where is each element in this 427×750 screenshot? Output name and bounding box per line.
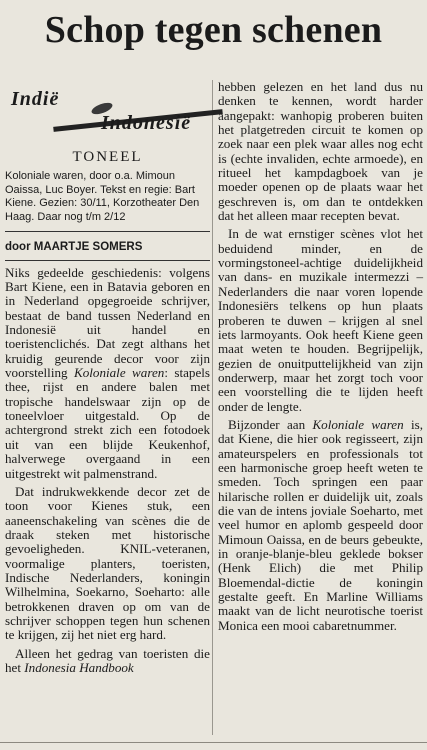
right-column bbox=[218, 80, 423, 633]
text-span: Alleen het gedrag van toeristen die het bbox=[5, 645, 210, 675]
play-title: Koloniale waren bbox=[312, 416, 404, 432]
right-paragraph-3 bbox=[218, 418, 423, 633]
text-span: is, dat Kiene, die hier ook regisseert, zijn amateurspelers en professionals tot een harmonische groep heeft weten te smeden. Toch springen een paar hilarische rollen er duidelijk uit, zoals die van de intens joviale Soeharto, met veel humor en aplomb gespeeld door Mimoun Oaissa, en de beurs gebeukte, in oranje-blanje-bleu geklede bokser (Henk Elich) die met Philip Bloemendal-dictie de koningin gestalte geeft. En Marline Williams maakt van de licht neurotische toerist Monica een mooi cabaretnummer. bbox=[218, 416, 423, 633]
left-paragraph-1 bbox=[5, 266, 210, 481]
text-span: : stapels thee, rijst en andere balen met tropische handelswaar zijn op de toneelvloer uitgestald. Op de achtergrond strekt zich een fotodoek uit van een blijde Keukenhof, halverwege overgaand in een uitgestrekt wit palmenstrand. bbox=[5, 365, 211, 481]
logo-line-1: Indië bbox=[11, 88, 60, 110]
left-paragraph-3 bbox=[5, 647, 210, 676]
bottom-rule bbox=[0, 742, 427, 743]
book-title: Indonesia Handbook bbox=[24, 659, 134, 675]
play-title: Koloniale waren bbox=[73, 365, 165, 381]
section-label: TONEEL bbox=[72, 149, 143, 165]
column-divider bbox=[212, 80, 213, 735]
text-span: Niks gedeelde geschiedenis: volgens Bart Kiene, een in Batavia geboren en in Nederland opgegroeide schrijver, bestaat de band tussen Nederland en Indonesië uit handel en toeristenclichés. Dat zegt althans het kruidig geurende decor voor zijn voorstelling bbox=[5, 264, 210, 381]
logo-line-2: Indonesië bbox=[101, 112, 192, 134]
section-logo bbox=[7, 86, 210, 146]
right-paragraph-1: hebben gelezen en het land dus nu denken te kennen, wordt harder aangepakt: wanhopig proberen buiten het platgetreden circuit te komen op zoek naar een plek waar alles nog echt is (echte invaliden, echte armoede), en ritueel het kampdagboek van je moeder openen op de plaats waar het geschreven is, om dan te ontdekken dat het alleen maar recepten bevat. bbox=[218, 79, 423, 224]
left-paragraph-2: Dat indrukwekkende decor zet de toon voor Kienes stuk, een aaneenschakeling van scènes die de draak steken met historische gevoeligheden. KNIL-veteranen, voormalige planters, toeristen, Indische Nederlanders, koningin Wilhelmina, Soekarno, Soeharto: alle betrokkenen draven op om van de schrijver schoppen tegen hun schenen te krijgen, zij het niet erg hard. bbox=[5, 483, 210, 643]
text-span: Bijzonder aan bbox=[228, 416, 313, 432]
production-info: Koloniale waren, door o.a. Mimoun Oaissa, Luc Boyer. Tekst en regie: Bart Kiene. Gezien: 30/11, Korzotheater Den Haag. Daar nog t/m 2/12 bbox=[5, 170, 210, 232]
right-paragraph-2: In de wat ernstiger scènes vlot het beduidend minder, en de vormingstoneel-achtige duidelijkheid van dans- en muzikale intermezzi – Nederlanders die naar voren lopende Indonesiërs telkens op hun plaats proberen te duwen – krijgen al snel iets larmoyants. Ook heeft Kiene geen maat weten te houden. Begrijpelijk, gezien de onuitputtelijkheid van zijn onderwerp, maar het zorgt toch voor een voorstelling die te lijden heeft onder de lengte. bbox=[218, 226, 423, 414]
byline: door MAARTJE SOMERS bbox=[5, 240, 210, 260]
left-column bbox=[5, 80, 210, 675]
headline: Schop tegen schenen bbox=[44, 9, 383, 51]
